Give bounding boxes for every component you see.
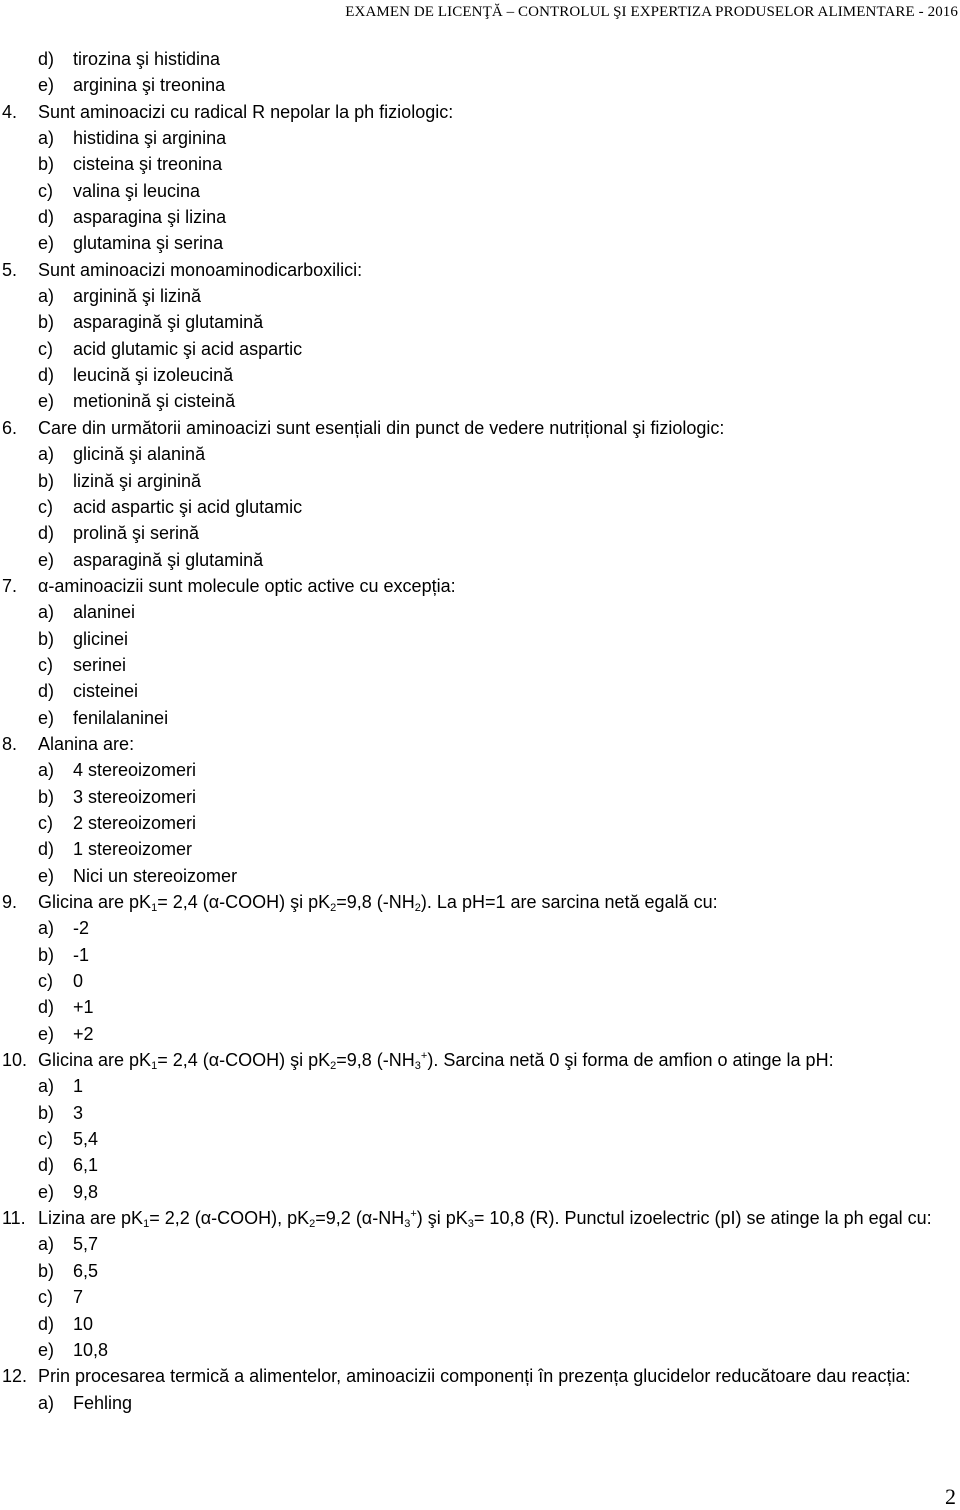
- question-number: 12.: [2, 1366, 28, 1387]
- option-letter: e): [38, 865, 55, 886]
- text-run: = 2,4 (α-COOH) şi pK: [157, 892, 331, 912]
- option-row: [0, 836, 960, 862]
- option-text: 1 stereoizomer: [73, 839, 193, 860]
- option-row: [0, 942, 960, 968]
- option-text: tirozina şi histidina: [73, 49, 221, 69]
- option-text: +1: [73, 997, 94, 1018]
- option-text: prolină şi serină: [73, 523, 200, 544]
- option-row: [0, 652, 960, 678]
- option-text: fenilalaninei: [73, 707, 169, 728]
- question-text: [38, 889, 960, 915]
- option-letter: c): [38, 180, 53, 201]
- option-letter: e): [38, 233, 55, 254]
- option-text: asparagină şi glutamină: [73, 312, 264, 333]
- option-letter: d): [38, 681, 55, 702]
- option-letter: c): [38, 654, 53, 675]
- subscript: 3: [414, 1060, 421, 1073]
- page-header: EXAMEN DE LICENŢĂ – CONTROLUL ŞI EXPERTIZA PRODUSELOR ALIMENTARE - 2016: [345, 4, 958, 20]
- question-8: [0, 731, 960, 757]
- option-text: Nici un stereoizomer: [73, 865, 238, 886]
- option-letter: a): [38, 1076, 55, 1097]
- text-run: ) şi pK: [416, 1208, 468, 1229]
- question-number: 9.: [2, 892, 18, 912]
- option-row: [0, 1284, 960, 1310]
- question-text: Sunt aminoacizi cu radical R nepolar la ph fiziologic:: [38, 101, 454, 122]
- option-letter: b): [38, 786, 55, 807]
- option-row: [0, 757, 960, 783]
- question-text: [38, 1047, 960, 1073]
- option-text: 7: [73, 1287, 84, 1308]
- option-letter: e): [38, 549, 55, 570]
- text-run: =9,8 (-NH: [336, 892, 415, 912]
- question-number: 5.: [2, 259, 18, 280]
- option-row: [0, 336, 960, 362]
- option-letter: a): [38, 128, 55, 149]
- option-letter: c): [38, 812, 53, 833]
- option-text: 4 stereoizomeri: [73, 760, 197, 781]
- option-row: [0, 678, 960, 704]
- text-run: = 2,2 (α-COOH), pK: [149, 1208, 310, 1229]
- option-letter: a): [38, 444, 55, 465]
- option-row: [0, 230, 960, 256]
- option-row: [0, 468, 960, 494]
- option-row: [0, 599, 960, 625]
- option-row: [0, 1073, 960, 1099]
- subscript: 2: [309, 1218, 316, 1231]
- option-row: [0, 283, 960, 309]
- question-number: 10.: [2, 1050, 28, 1071]
- question-7: [0, 573, 960, 599]
- option-text: 2 stereoizomeri: [73, 812, 197, 833]
- option-text: 9,8: [73, 1181, 99, 1202]
- option-row: [0, 1337, 960, 1363]
- question-9: [0, 889, 960, 915]
- option-row: [0, 46, 960, 72]
- option-letter: b): [38, 944, 55, 965]
- option-row: [0, 362, 960, 388]
- option-letter: e): [38, 1339, 55, 1360]
- option-row: [0, 968, 960, 994]
- question-5: [0, 257, 960, 283]
- option-row: [0, 784, 960, 810]
- option-row: [0, 520, 960, 546]
- text-run: ). Sarcina netă 0 şi forma de amfion o atinge la pH:: [427, 1050, 834, 1071]
- option-text: arginină şi lizină: [73, 286, 202, 307]
- option-letter: d): [38, 1313, 55, 1334]
- option-row: [0, 1152, 960, 1178]
- option-letter: c): [38, 496, 53, 517]
- subscript: 3: [467, 1218, 474, 1231]
- question-text: Sunt aminoacizi monoaminodicarboxilici:: [38, 259, 363, 280]
- question-12: [0, 1363, 960, 1389]
- question-number: 4.: [2, 101, 18, 122]
- option-letter: b): [38, 1102, 55, 1123]
- option-row: [0, 915, 960, 941]
- question-number: 7.: [2, 575, 18, 596]
- option-row: [0, 1258, 960, 1284]
- option-row: [0, 810, 960, 836]
- option-letter: d): [38, 365, 55, 386]
- option-text: asparagina şi lizina: [73, 207, 227, 228]
- option-text: leucină şi izoleucină: [73, 365, 234, 386]
- option-letter: b): [38, 628, 55, 649]
- option-text: 0: [73, 971, 84, 992]
- option-letter: b): [38, 1260, 55, 1281]
- page-number: 2: [945, 1484, 956, 1509]
- option-letter: a): [38, 602, 55, 623]
- option-text: cisteinei: [73, 681, 139, 702]
- option-row: [0, 151, 960, 177]
- option-letter: d): [38, 1155, 55, 1176]
- option-row: [0, 626, 960, 652]
- subscript: 1: [143, 1218, 150, 1231]
- option-letter: e): [38, 707, 55, 728]
- option-text: 3 stereoizomeri: [73, 786, 197, 807]
- option-text: acid glutamic şi acid aspartic: [73, 338, 303, 359]
- superscript: +: [410, 1208, 417, 1221]
- option-text: metionină şi cisteină: [73, 391, 236, 412]
- option-row: [0, 125, 960, 151]
- option-letter: a): [38, 760, 55, 781]
- option-text: 10,8: [73, 1339, 109, 1360]
- question-number: 8.: [2, 733, 18, 754]
- text-run: = 10,8 (R). Punctul izoelectric (pI) se atinge la ph egal cu:: [473, 1208, 932, 1229]
- option-letter: a): [38, 286, 55, 307]
- option-letter: d): [38, 207, 55, 228]
- option-letter: c): [38, 971, 53, 992]
- option-row: [0, 178, 960, 204]
- question-text: Care din următorii aminoacizi sunt esențiali din punct de vedere nutrițional şi fiziologic:: [38, 417, 725, 438]
- option-letter: e): [38, 391, 55, 412]
- option-row: [0, 441, 960, 467]
- option-text: histidina şi arginina: [73, 128, 227, 149]
- option-letter: e): [38, 75, 55, 96]
- option-letter: a): [38, 918, 55, 939]
- question-list: [0, 46, 960, 1416]
- option-letter: b): [38, 312, 55, 333]
- option-text: 6,1: [73, 1155, 99, 1176]
- option-letter: e): [38, 1023, 55, 1044]
- option-text: serinei: [73, 654, 127, 675]
- option-text: asparagină şi glutamină: [73, 549, 264, 570]
- option-letter: d): [38, 523, 55, 544]
- option-text: -1: [73, 944, 90, 965]
- text-run: Lizina are pK: [38, 1208, 144, 1229]
- option-row: [0, 1390, 960, 1416]
- option-letter: b): [38, 470, 55, 491]
- option-letter: c): [38, 1129, 53, 1150]
- option-text: acid aspartic şi acid glutamic: [73, 496, 303, 517]
- option-letter: a): [38, 1392, 55, 1413]
- option-text: lizină şi arginină: [73, 470, 202, 491]
- subscript: 2: [330, 1060, 337, 1073]
- option-text: 3: [73, 1102, 84, 1123]
- option-row: [0, 1179, 960, 1205]
- question-6: [0, 415, 960, 441]
- option-row: [0, 547, 960, 573]
- option-text: 5,4: [73, 1129, 99, 1150]
- option-letter: d): [38, 997, 55, 1018]
- option-row: [0, 72, 960, 98]
- text-run: = 2,4 (α-COOH) şi pK: [157, 1050, 331, 1071]
- option-text: glicinei: [73, 628, 129, 649]
- subscript: 2: [330, 902, 337, 914]
- text-run: =9,2 (α-NH: [315, 1208, 405, 1229]
- option-text: Fehling: [73, 1392, 133, 1413]
- option-row: [0, 1100, 960, 1126]
- option-text: cisteina şi treonina: [73, 154, 223, 175]
- subscript: 1: [151, 1060, 158, 1073]
- question-4: [0, 99, 960, 125]
- option-row: [0, 388, 960, 414]
- option-row: [0, 204, 960, 230]
- question-number: 6.: [2, 417, 18, 438]
- text-run: Glicina are pK: [38, 1050, 152, 1071]
- option-row: [0, 1311, 960, 1337]
- option-row: [0, 863, 960, 889]
- text-run: =9,8 (-NH: [336, 1050, 415, 1071]
- option-letter: b): [38, 154, 55, 175]
- option-letter: c): [38, 1287, 53, 1308]
- question-text: [38, 1205, 960, 1231]
- option-row: [0, 1021, 960, 1047]
- text-run: Glicina are pK: [38, 892, 152, 912]
- option-text: glicină şi alanină: [73, 444, 206, 465]
- question-text: α-aminoacizii sunt molecule optic active cu excepția:: [38, 575, 456, 596]
- option-text: -2: [73, 918, 90, 939]
- option-text: 1: [73, 1076, 84, 1097]
- option-text: alaninei: [73, 602, 136, 623]
- option-text: arginina şi treonina: [73, 75, 226, 96]
- option-letter: d): [38, 49, 55, 69]
- option-text: glutamina şi serina: [73, 233, 224, 254]
- option-row: [0, 1231, 960, 1257]
- question-10: [0, 1047, 960, 1073]
- option-letter: e): [38, 1181, 55, 1202]
- option-letter: d): [38, 839, 55, 860]
- question-number: 11.: [2, 1208, 26, 1229]
- text-run: ). La pH=1 are sarcina netă egală cu:: [420, 892, 718, 912]
- option-row: [0, 1126, 960, 1152]
- option-text: 5,7: [73, 1234, 99, 1255]
- option-row: [0, 494, 960, 520]
- question-text: Prin procesarea termică a alimentelor, aminoacizii componenți în prezența glucidelor reducătoare dau reacția:: [38, 1366, 911, 1387]
- subscript: 1: [151, 902, 158, 914]
- option-text: 10: [73, 1313, 94, 1334]
- superscript: +: [420, 1050, 428, 1063]
- option-text: valina şi leucina: [73, 180, 201, 201]
- subscript: 3: [404, 1218, 411, 1231]
- option-text: +2: [73, 1023, 94, 1044]
- option-letter: a): [38, 1234, 55, 1255]
- option-letter: c): [38, 338, 53, 359]
- option-row: [0, 994, 960, 1020]
- subscript: 2: [414, 902, 421, 914]
- question-text: Alanina are:: [38, 733, 135, 754]
- option-row: [0, 309, 960, 335]
- question-11: [0, 1205, 960, 1231]
- option-text: 6,5: [73, 1260, 99, 1281]
- option-row: [0, 705, 960, 731]
